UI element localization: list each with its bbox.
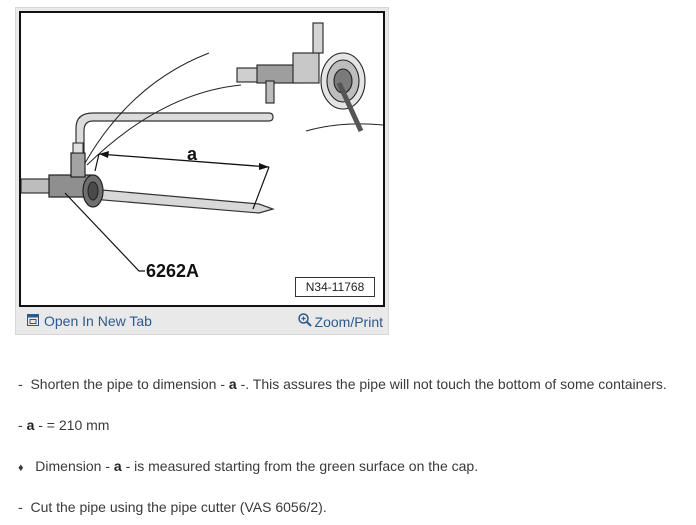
instruction-text: -. This assures the pipe will not touch the bottom of some containers.: [240, 376, 667, 392]
instruction-3: [18, 458, 478, 474]
figure-reference: N34-11768: [295, 277, 375, 297]
zoom-print-label: Zoom/Print: [314, 313, 383, 330]
figure-card: [15, 7, 389, 335]
open-in-new-tab-link[interactable]: [27, 313, 152, 329]
callout-label: 6262A: [146, 261, 200, 281]
technical-illustration[interactable]: [19, 11, 385, 307]
zoom-print-link[interactable]: [298, 313, 383, 330]
instruction-text: Cut the pipe using the pipe cutter (VAS 6056/2).: [30, 499, 327, 515]
instruction-text: - = 210 mm: [38, 417, 110, 433]
pipe-tool-drawing: [21, 13, 383, 305]
diamond-bullet: ♦: [18, 462, 24, 474]
instruction-1: [18, 376, 667, 392]
instruction-text: - is measured starting from the green surface on the cap.: [125, 458, 479, 474]
dimension-label: a: [187, 144, 198, 164]
dimension-ref: a: [26, 417, 35, 433]
figure-link-bar: [19, 310, 385, 332]
bullet: -: [18, 499, 23, 515]
magnifier-icon: [298, 313, 312, 330]
open-new-tab-icon: [27, 313, 39, 329]
dimension-ref: a: [228, 376, 237, 392]
instruction-text: Dimension -: [35, 458, 110, 474]
bullet: -: [18, 417, 23, 433]
instruction-2: [18, 417, 109, 433]
dimension-ref: a: [113, 458, 122, 474]
instruction-4: [18, 499, 327, 515]
bullet: -: [18, 376, 23, 392]
instruction-text: Shorten the pipe to dimension -: [30, 376, 226, 392]
open-in-new-tab-label: Open In New Tab: [44, 313, 152, 329]
